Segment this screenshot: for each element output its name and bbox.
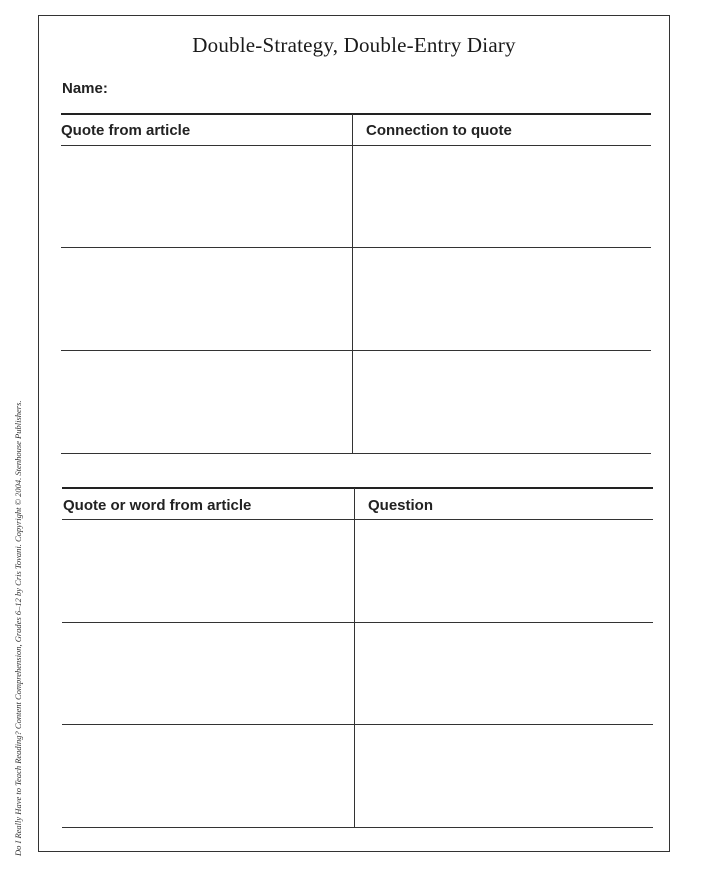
table-2-top-rule <box>62 487 653 489</box>
table-1-row-rule <box>61 247 651 248</box>
table-2-cell-r3-c2[interactable] <box>356 726 652 826</box>
table-1-column-divider <box>352 114 353 454</box>
table-1-cell-r2-c2[interactable] <box>354 249 650 350</box>
table-2-header-quote-or-word: Quote or word from article <box>63 497 252 514</box>
table-2-cell-r3-c1[interactable] <box>63 726 353 826</box>
table-1-cell-r3-c1[interactable] <box>62 352 351 453</box>
table-2-header-question: Question <box>368 497 434 514</box>
table-2-cell-r1-c1[interactable] <box>63 520 353 621</box>
table-1-cell-r2-c1[interactable] <box>62 249 351 350</box>
table-2-cell-r2-c2[interactable] <box>356 624 652 724</box>
page-title: Double-Strategy, Double-Entry Diary <box>192 33 516 57</box>
table-1-cell-r1-c1[interactable] <box>62 146 351 247</box>
table-2-cell-r1-c2[interactable] <box>356 520 652 621</box>
table-2-cell-r2-c1[interactable] <box>63 624 353 724</box>
table-1-header-quote: Quote from article <box>61 122 191 139</box>
table-2-row-rule <box>62 724 653 725</box>
table-1-bottom-rule <box>61 453 651 454</box>
table-2-bottom-rule <box>62 827 653 828</box>
table-1-cell-r1-c2[interactable] <box>354 146 650 247</box>
table-2-column-divider <box>354 488 355 827</box>
copyright-credit: Do I Really Have to Teach Reading? Content Comprehension, Grades 6–12 by Cris Tovani. Copyright © 2004. Stenhouse Publishers. <box>13 400 23 856</box>
table-1-header-connection: Connection to quote <box>366 122 512 139</box>
table-1-cell-r3-c2[interactable] <box>354 352 650 453</box>
name-label: Name: <box>62 80 108 97</box>
table-1-row-rule <box>61 350 651 351</box>
table-1-top-rule <box>61 113 651 115</box>
table-2-row-rule <box>62 622 653 623</box>
